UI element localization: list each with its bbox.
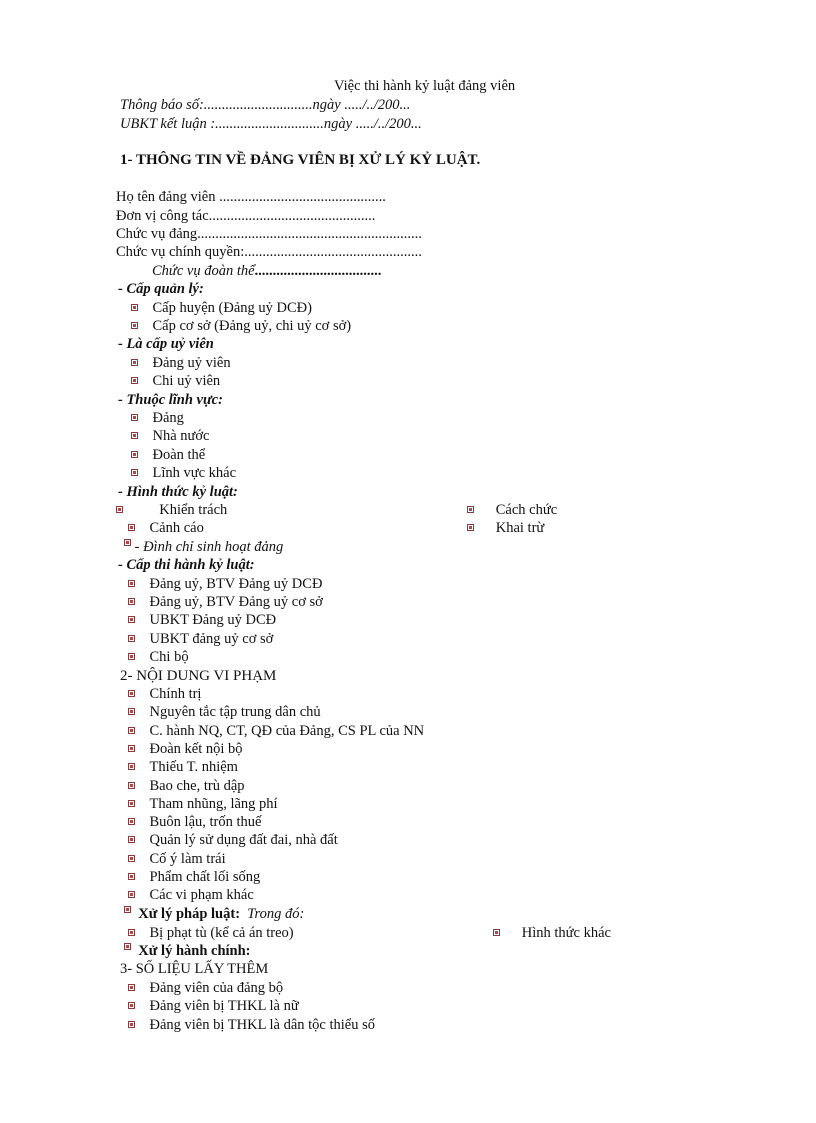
checkbox-icon (128, 984, 135, 991)
document-title: Việc thi hành kỷ luật đảng viên (334, 78, 516, 94)
violation-item[interactable] (128, 831, 338, 849)
checkbox-icon (128, 891, 135, 898)
checkbox-icon (128, 598, 135, 605)
violation-item[interactable] (128, 777, 245, 795)
checkbox-icon (128, 708, 135, 715)
xu-ly-phap-luat-row[interactable] (124, 905, 304, 923)
item-label: Hình thức khác (521, 925, 611, 941)
checkbox-icon (124, 943, 131, 950)
item-label: Bị phạt tù (kể cả án treo) (149, 925, 294, 941)
list-item[interactable] (128, 1016, 375, 1034)
doan-the-label: Chức vụ đoàn thể (152, 263, 255, 279)
list-item[interactable] (128, 997, 299, 1015)
section2-heading: 2- NỘI DUNG VI PHẠM (120, 668, 277, 684)
linh-vuc-label: - Thuộc lĩnh vực: (118, 392, 223, 408)
field-don-vi: Đơn vị công tác.............................................. (116, 208, 376, 224)
xu-ly-hanh-chinh-label: Xử lý hành chính: (138, 943, 251, 959)
item-label: Chi uỷ viên (152, 373, 221, 389)
checkbox-icon (128, 763, 135, 770)
item-label: Khai trừ (495, 520, 545, 536)
item-label: Lĩnh vực khác (152, 465, 237, 481)
item-label: Cấp cơ sở (Đảng uỷ, chi uỷ cơ sở) (152, 318, 352, 334)
checkbox-icon (128, 635, 135, 642)
trong-do-label: Trong đó: (247, 906, 305, 922)
list-item[interactable] (131, 299, 312, 317)
list-item[interactable] (124, 538, 283, 556)
violation-label: Chính trị (149, 686, 202, 702)
checkbox-icon (128, 818, 135, 825)
item-label: Khiển trách (159, 502, 228, 518)
item-label: Đảng viên bị THKL là dân tộc thiểu số (149, 1017, 376, 1033)
field-chuc-vu-dang: Chức vụ đảng.............................................................. (116, 226, 422, 242)
violation-item[interactable] (128, 703, 321, 721)
item-label: UBKT đảng uỷ cơ sở (149, 631, 274, 647)
checkbox-icon (128, 782, 135, 789)
item-label: Chi bộ (149, 649, 189, 665)
item-label: Cấp huyện (Đảng uỷ DCĐ) (152, 300, 312, 316)
violation-item[interactable] (128, 813, 261, 831)
violation-label: Các vi phạm khác (149, 887, 254, 904)
checkbox-icon (128, 800, 135, 807)
item-label: - Đình chỉ sinh hoạt đảng (134, 539, 284, 555)
violation-label: Buôn lậu, trốn thuế (149, 814, 262, 831)
checkbox-icon (128, 873, 135, 880)
item-label: Cảnh cáo (149, 520, 204, 536)
checkbox-icon (467, 506, 474, 513)
section1-heading: 1- THÔNG TIN VỀ ĐẢNG VIÊN BỊ XỬ LÝ KỶ LUẬT. (120, 152, 481, 168)
checkbox-icon (128, 653, 135, 660)
checkbox-icon (116, 506, 123, 513)
list-item[interactable] (116, 501, 227, 519)
checkbox-icon (131, 451, 138, 458)
field-chuc-vu-chinh-quyen: Chức vụ chính quyền:................................................. (116, 244, 422, 260)
item-label: UBKT Đảng uỷ DCĐ (149, 612, 277, 628)
ubkt-line: UBKT kết luận :..............................ngày ...../../200... (120, 116, 422, 132)
list-item[interactable] (131, 446, 205, 464)
violation-item[interactable] (128, 722, 424, 740)
checkbox-icon (493, 929, 500, 936)
violation-label: C. hành NQ, CT, QĐ của Đảng, CS PL của NN (149, 722, 425, 739)
item-label: Đảng uỷ, BTV Đảng uỷ cơ sở (149, 594, 323, 610)
list-item[interactable] (131, 354, 231, 372)
checkbox-icon (128, 929, 135, 936)
violation-label: Quản lý sử dụng đất đai, nhà đất (149, 832, 338, 849)
field-ho-ten: Họ tên đảng viên .............................................. (116, 189, 386, 205)
checkbox-icon (128, 524, 135, 531)
list-item[interactable] (128, 979, 283, 997)
checkbox-icon (128, 855, 135, 862)
violation-item[interactable] (128, 850, 226, 868)
notice-line: Thông báo số:..............................ngày ...../../200... (120, 97, 411, 113)
item-label: Đảng viên của đảng bộ (149, 980, 284, 996)
list-item[interactable] (131, 427, 210, 445)
hinh-thuc-label: - Hình thức kỷ luật: (118, 484, 238, 500)
violation-label: Bao che, trù dập (149, 777, 245, 794)
list-item[interactable] (128, 630, 273, 648)
item-label: Cách chức (495, 502, 558, 518)
item-label: Nhà nước (152, 428, 210, 444)
item-label: Đảng uỷ viên (152, 355, 231, 371)
checkbox-icon (128, 1021, 135, 1028)
violation-item[interactable] (128, 886, 254, 904)
cap-quan-ly-label: - Cấp quản lý: (118, 281, 204, 297)
checkbox-icon (131, 414, 138, 421)
list-item[interactable] (131, 409, 184, 427)
checkbox-icon (128, 616, 135, 623)
cap-thi-hanh-label: - Cấp thi hành kỷ luật: (118, 557, 255, 573)
violation-label: Thiếu T. nhiệm (149, 759, 238, 776)
checkbox-icon (131, 432, 138, 439)
xu-ly-phap-luat-label: Xử lý pháp luật: (138, 906, 241, 922)
list-item[interactable] (131, 317, 351, 335)
list-item[interactable] (467, 519, 544, 537)
field-doan-the (152, 262, 381, 280)
violation-label: Tham nhũng, lãng phí (149, 795, 278, 812)
xu-ly-hanh-chinh-row[interactable] (124, 942, 251, 960)
item-label: Đảng (152, 410, 184, 426)
checkbox-icon (128, 745, 135, 752)
list-item[interactable] (128, 575, 322, 593)
checkbox-icon (128, 1002, 135, 1009)
list-item[interactable] (128, 519, 204, 537)
list-item[interactable] (493, 924, 611, 942)
violation-item[interactable] (128, 758, 238, 776)
list-item[interactable] (131, 464, 236, 482)
checkbox-icon (128, 727, 135, 734)
violation-item[interactable] (128, 740, 243, 758)
checkbox-icon (131, 377, 138, 384)
cap-uy-vien-label: - Là cấp uỷ viên (118, 336, 214, 352)
list-item[interactable] (128, 611, 276, 629)
checkbox-icon (131, 359, 138, 366)
violation-item[interactable] (128, 685, 201, 703)
checkbox-icon (128, 690, 135, 697)
item-label: Đảng viên bị THKL là nữ (149, 998, 299, 1014)
checkbox-icon (128, 580, 135, 587)
checkbox-icon (124, 906, 131, 913)
list-item[interactable] (131, 372, 220, 390)
checkbox-icon (131, 304, 138, 311)
item-label: Đoàn thể (152, 447, 206, 463)
violation-label: Cố ý làm trái (149, 850, 226, 867)
item-label: Đảng uỷ, BTV Đảng uỷ DCĐ (149, 576, 323, 592)
list-item[interactable] (467, 501, 557, 519)
checkbox-icon (124, 539, 131, 546)
list-item[interactable] (128, 648, 189, 666)
checkbox-icon (131, 322, 138, 329)
checkbox-icon (467, 524, 474, 531)
section3-heading: 3- SỐ LIỆU LẤY THÊM (120, 961, 269, 977)
violation-item[interactable] (128, 868, 260, 886)
checkbox-icon (131, 469, 138, 476)
list-item[interactable] (128, 924, 294, 942)
checkbox-icon (128, 836, 135, 843)
doan-the-dots: ................................... (254, 263, 382, 279)
violation-label: Phẩm chất lối sống (149, 869, 261, 885)
violation-item[interactable] (128, 795, 278, 813)
violation-label: Đoàn kết nội bộ (149, 740, 243, 757)
violation-label: Nguyên tắc tập trung dân chủ (149, 704, 321, 721)
list-item[interactable] (128, 593, 323, 611)
